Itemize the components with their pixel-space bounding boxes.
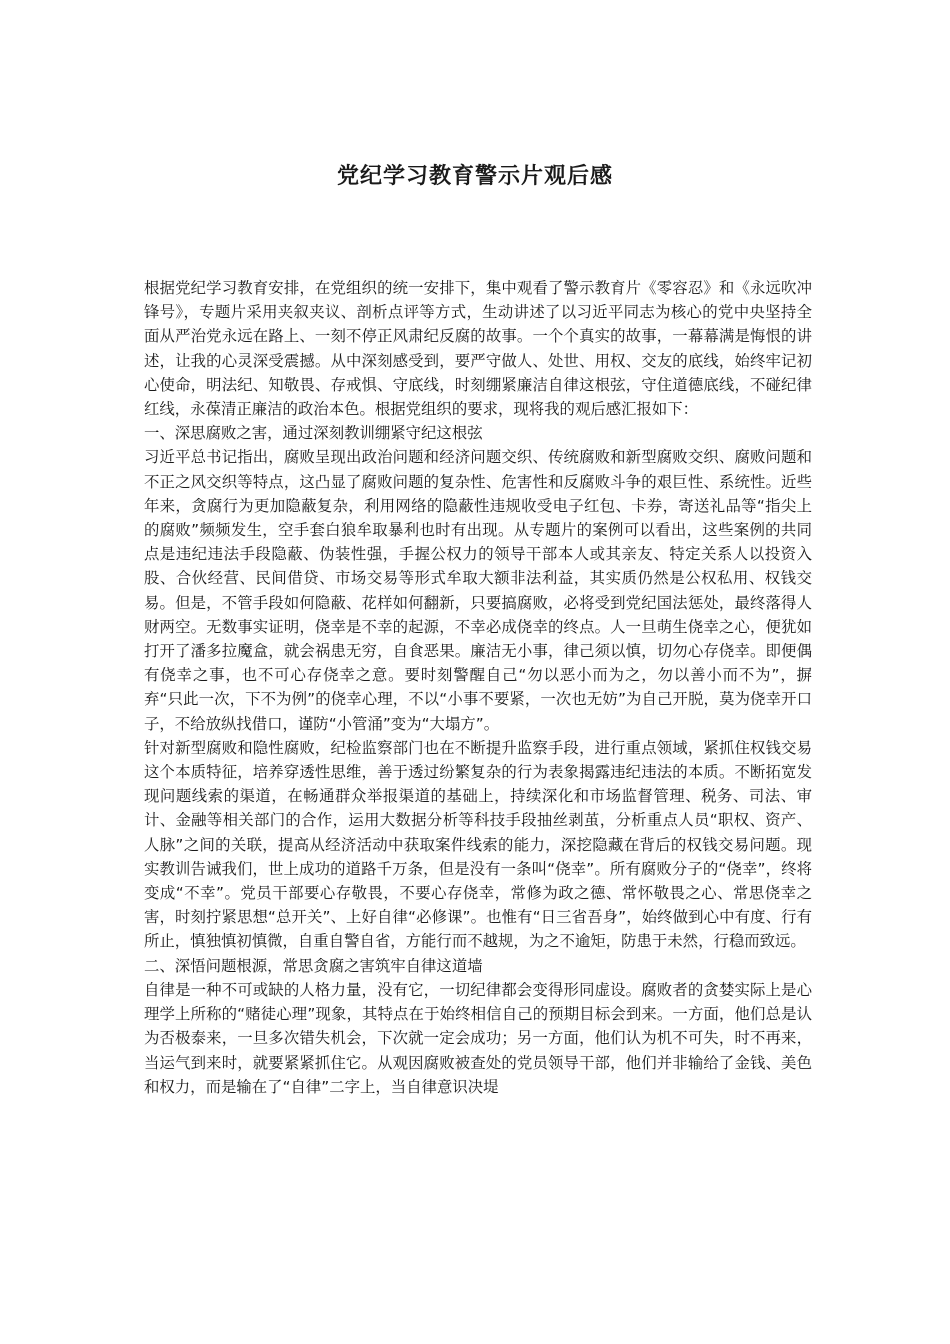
paragraph-section-2a: 自律是一种不可或缺的人格力量，没有它，一切纪律都会变得形同虚设。腐败者的贪婪实际上是心理学上所称的“赌徒心理”现象，其特点在于始终相信自己的预期目标会到来。一方面，他们总是认为否极泰来，一旦多次错失机会，下次就一定会成功；另一方面，他们认为机不可失，时不再来，当运气到来时，就要紧紧抓住它。从观因腐败被查处的党员领导干部，他们并非输给了金钱、美色和权力，而是输在了“自律”二字上，当自律意识决堤	[144, 980, 812, 1096]
document-body	[144, 276, 812, 1099]
section-heading-2: 二、深悟问题根源，常思贪腐之害筑牢自律这道墙	[144, 956, 483, 975]
section-heading-1: 一、深思腐败之害，通过深刻教训绷紧守纪这根弦	[144, 424, 483, 443]
paragraph-intro: 根据党纪学习教育安排，在党组织的统一安排下，集中观看了警示教育片《零容忍》和《永远吹冲锋号》，专题片采用夹叙夹议、剖析点评等方式，生动讲述了以习近平同志为核心的党中央坚持全面从严治党永远在路上、一刻不停正风肃纪反腐的故事。一个个真实的故事，一幕幕满是悔恨的讲述，让我的心灵深受震撼。从中深刻感受到，要严守做人、处世、用权、交友的底线，始终牢记初心使命，明法纪、知敬畏、存戒惧、守底线，时刻绷紧廉洁自律这根弦，守住道德底线，不碰纪律红线，永葆清正廉洁的政治本色。根据党组织的要求，现将我的观后感汇报如下：	[144, 279, 812, 419]
paragraph-section-1a: 习近平总书记指出，腐败呈现出政治问题和经济问题交织、传统腐败和新型腐败交织、腐败问题和不正之风交织等特点，这凸显了腐败问题的复杂性、危害性和反腐败斗争的艰巨性、系统性。近些年来，贪腐行为更加隐蔽复杂，利用网络的隐蔽性违规收受电子红包、卡券，寄送礼品等“指尖上的腐败”频频发生，空手套白狼牟取暴利也时有出现。从专题片的案例可以看出，这些案例的共同点是违纪违法手段隐蔽、伪装性强，手握公权力的领导干部本人或其亲友、特定关系人以投资入股、合伙经营、民间借贷、市场交易等形式牟取大额非法利益，其实质仍然是公权私用、权钱交易。但是，不管手段如何隐蔽、花样如何翻新，只要搞腐败，必将受到党纪国法惩处，最终落得人财两空。无数事实证明，侥幸是不幸的起源，不幸必成侥幸的终点。人一旦萌生侥幸之心，便犹如打开了潘多拉魔盒，就会祸患无穷，自食恶果。廉洁无小事，律己须以慎，切勿心存侥幸。即便偶有侥幸之事，也不可心存侥幸之意。要时刻警醒自己“勿以恶小而为之，勿以善小而不为”，摒弃“只此一次，下不为例”的侥幸心理，不以“小事不要紧，一次也无妨”为自己开脱，莫为侥幸开口子，不给放纵找借口，谨防“小管涌”变为“大塌方”。	[144, 448, 812, 733]
document-title: 党纪学习教育警示片观后感	[336, 164, 613, 189]
paragraph-section-1b: 针对新型腐败和隐性腐败，纪检监察部门也在不断提升监察手段，进行重点领域，紧抓住权钱交易这个本质特征，培养穿透性思维，善于透过纷繁复杂的行为表象揭露违纪违法的本质。不断拓宽发现问题线索的渠道，在畅通群众举报渠道的基础上，持续深化和市场监督管理、税务、司法、审计、金融等相关部门的合作，运用大数据分析等科技手段抽丝剥茧，分析重点人员“职权、资产、人脉”之间的关联，提高从经济活动中获取案件线索的能力，深挖隐藏在背后的权钱交易问题。现实教训告诫我们，世上成功的道路千万条，但是没有一条叫“侥幸”。所有腐败分子的“侥幸”，终将变成“不幸”。党员干部要心存敬畏，不要心存侥幸，常修为政之德、常怀敬畏之心、常思侥幸之害，时刻拧紧思想“总开关”、上好自律“必修课”。也惟有“日三省吾身”，始终做到心中有度、行有所止，慎独慎初慎微，自重自警自省，方能行而不越规，为之不逾矩，防患于未然，行稳而致远。	[144, 738, 812, 951]
